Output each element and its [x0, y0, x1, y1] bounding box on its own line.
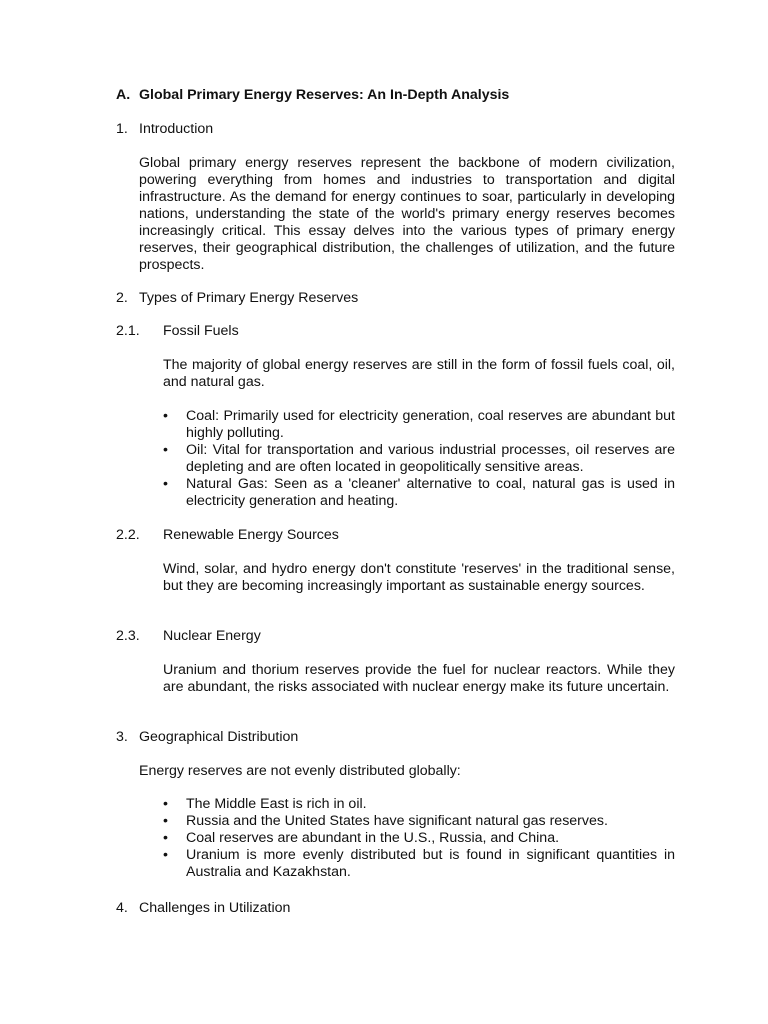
list-item: [163, 830, 675, 847]
subsection-heading-text: Nuclear Energy: [163, 628, 261, 644]
list-item: [163, 442, 675, 476]
list-item: [163, 847, 675, 881]
section-number: 1.: [116, 121, 128, 137]
document-title: [116, 87, 509, 104]
bullet-icon: •: [163, 796, 168, 812]
list-item-text: The Middle East is rich in oil.: [186, 796, 367, 812]
section-number: 4.: [116, 900, 128, 916]
fossil-fuels-list: [163, 408, 675, 510]
subsection-number: 2.2.: [116, 527, 140, 543]
geographical-paragraph: Energy reserves are not evenly distributed globally:: [139, 763, 461, 779]
list-item: [163, 476, 675, 510]
renewable-paragraph: Wind, solar, and hydro energy don't constitute 'reserves' in the traditional sense, but they are becoming increasingly important as sustainable energy sources.: [163, 561, 675, 594]
subsection-heading-nuclear: [116, 628, 261, 645]
section-heading-challenges: [116, 900, 290, 917]
bullet-icon: •: [163, 408, 168, 424]
list-item-text: Russia and the United States have significant natural gas reserves.: [186, 813, 608, 829]
nuclear-paragraph: Uranium and thorium reserves provide the fuel for nuclear reactors. While they are abundant, the risks associated with nuclear energy make its future uncertain.: [163, 662, 675, 695]
section-heading-types: [116, 290, 358, 307]
subsection-number: 2.3.: [116, 628, 140, 644]
title-text: Global Primary Energy Reserves: An In-Depth Analysis: [139, 87, 510, 103]
section-heading-text: Introduction: [139, 121, 214, 137]
section-heading-text: Types of Primary Energy Reserves: [139, 290, 359, 306]
subsection-number: 2.1.: [116, 323, 140, 339]
subsection-heading-fossil-fuels: [116, 323, 239, 340]
bullet-icon: •: [163, 847, 168, 863]
list-item: [163, 813, 675, 830]
section-heading-text: Challenges in Utilization: [139, 900, 291, 916]
list-item: [163, 796, 675, 813]
subsection-heading-text: Renewable Energy Sources: [163, 527, 339, 543]
subsection-heading-text: Fossil Fuels: [163, 323, 239, 339]
section-heading-text: Geographical Distribution: [139, 729, 299, 745]
list-item-text: Natural Gas: Seen as a 'cleaner' alternative to coal, natural gas is used in electricity generation and heating.: [186, 476, 675, 509]
list-item: [163, 408, 675, 442]
section-number: 3.: [116, 729, 128, 745]
bullet-icon: •: [163, 476, 168, 492]
fossil-fuels-paragraph: The majority of global energy reserves are still in the form of fossil fuels coal, oil, and natural gas.: [163, 357, 675, 390]
introduction-paragraph: Global primary energy reserves represent the backbone of modern civilization, powering everything from homes and industries to transportation and digital infrastructure. As the demand for energy continues to soar, particularly in developing nations, understanding the state of the world's primary energy reserves becomes increasingly critical. This essay delves into the various types of primary energy reserves, their geographical distribution, the challenges of utilization, and the future prospects.: [139, 155, 675, 273]
bullet-icon: •: [163, 813, 168, 829]
list-item-text: Oil: Vital for transportation and various industrial processes, oil reserves are depleting and are often located in geopolitically sensitive areas.: [186, 442, 675, 475]
section-heading-geographical: [116, 729, 298, 746]
subsection-heading-renewable: [116, 527, 339, 544]
list-item-text: Coal reserves are abundant in the U.S., Russia, and China.: [186, 830, 560, 846]
section-number: 2.: [116, 290, 128, 306]
list-item-text: Uranium is more evenly distributed but is found in significant quantities in Australia and Kazakhstan.: [186, 847, 675, 880]
section-heading-introduction: [116, 121, 213, 138]
title-marker: A.: [116, 87, 131, 103]
geographical-list: [163, 796, 675, 881]
list-item-text: Coal: Primarily used for electricity generation, coal reserves are abundant but highly polluting.: [186, 408, 675, 441]
bullet-icon: •: [163, 442, 168, 458]
bullet-icon: •: [163, 830, 168, 846]
